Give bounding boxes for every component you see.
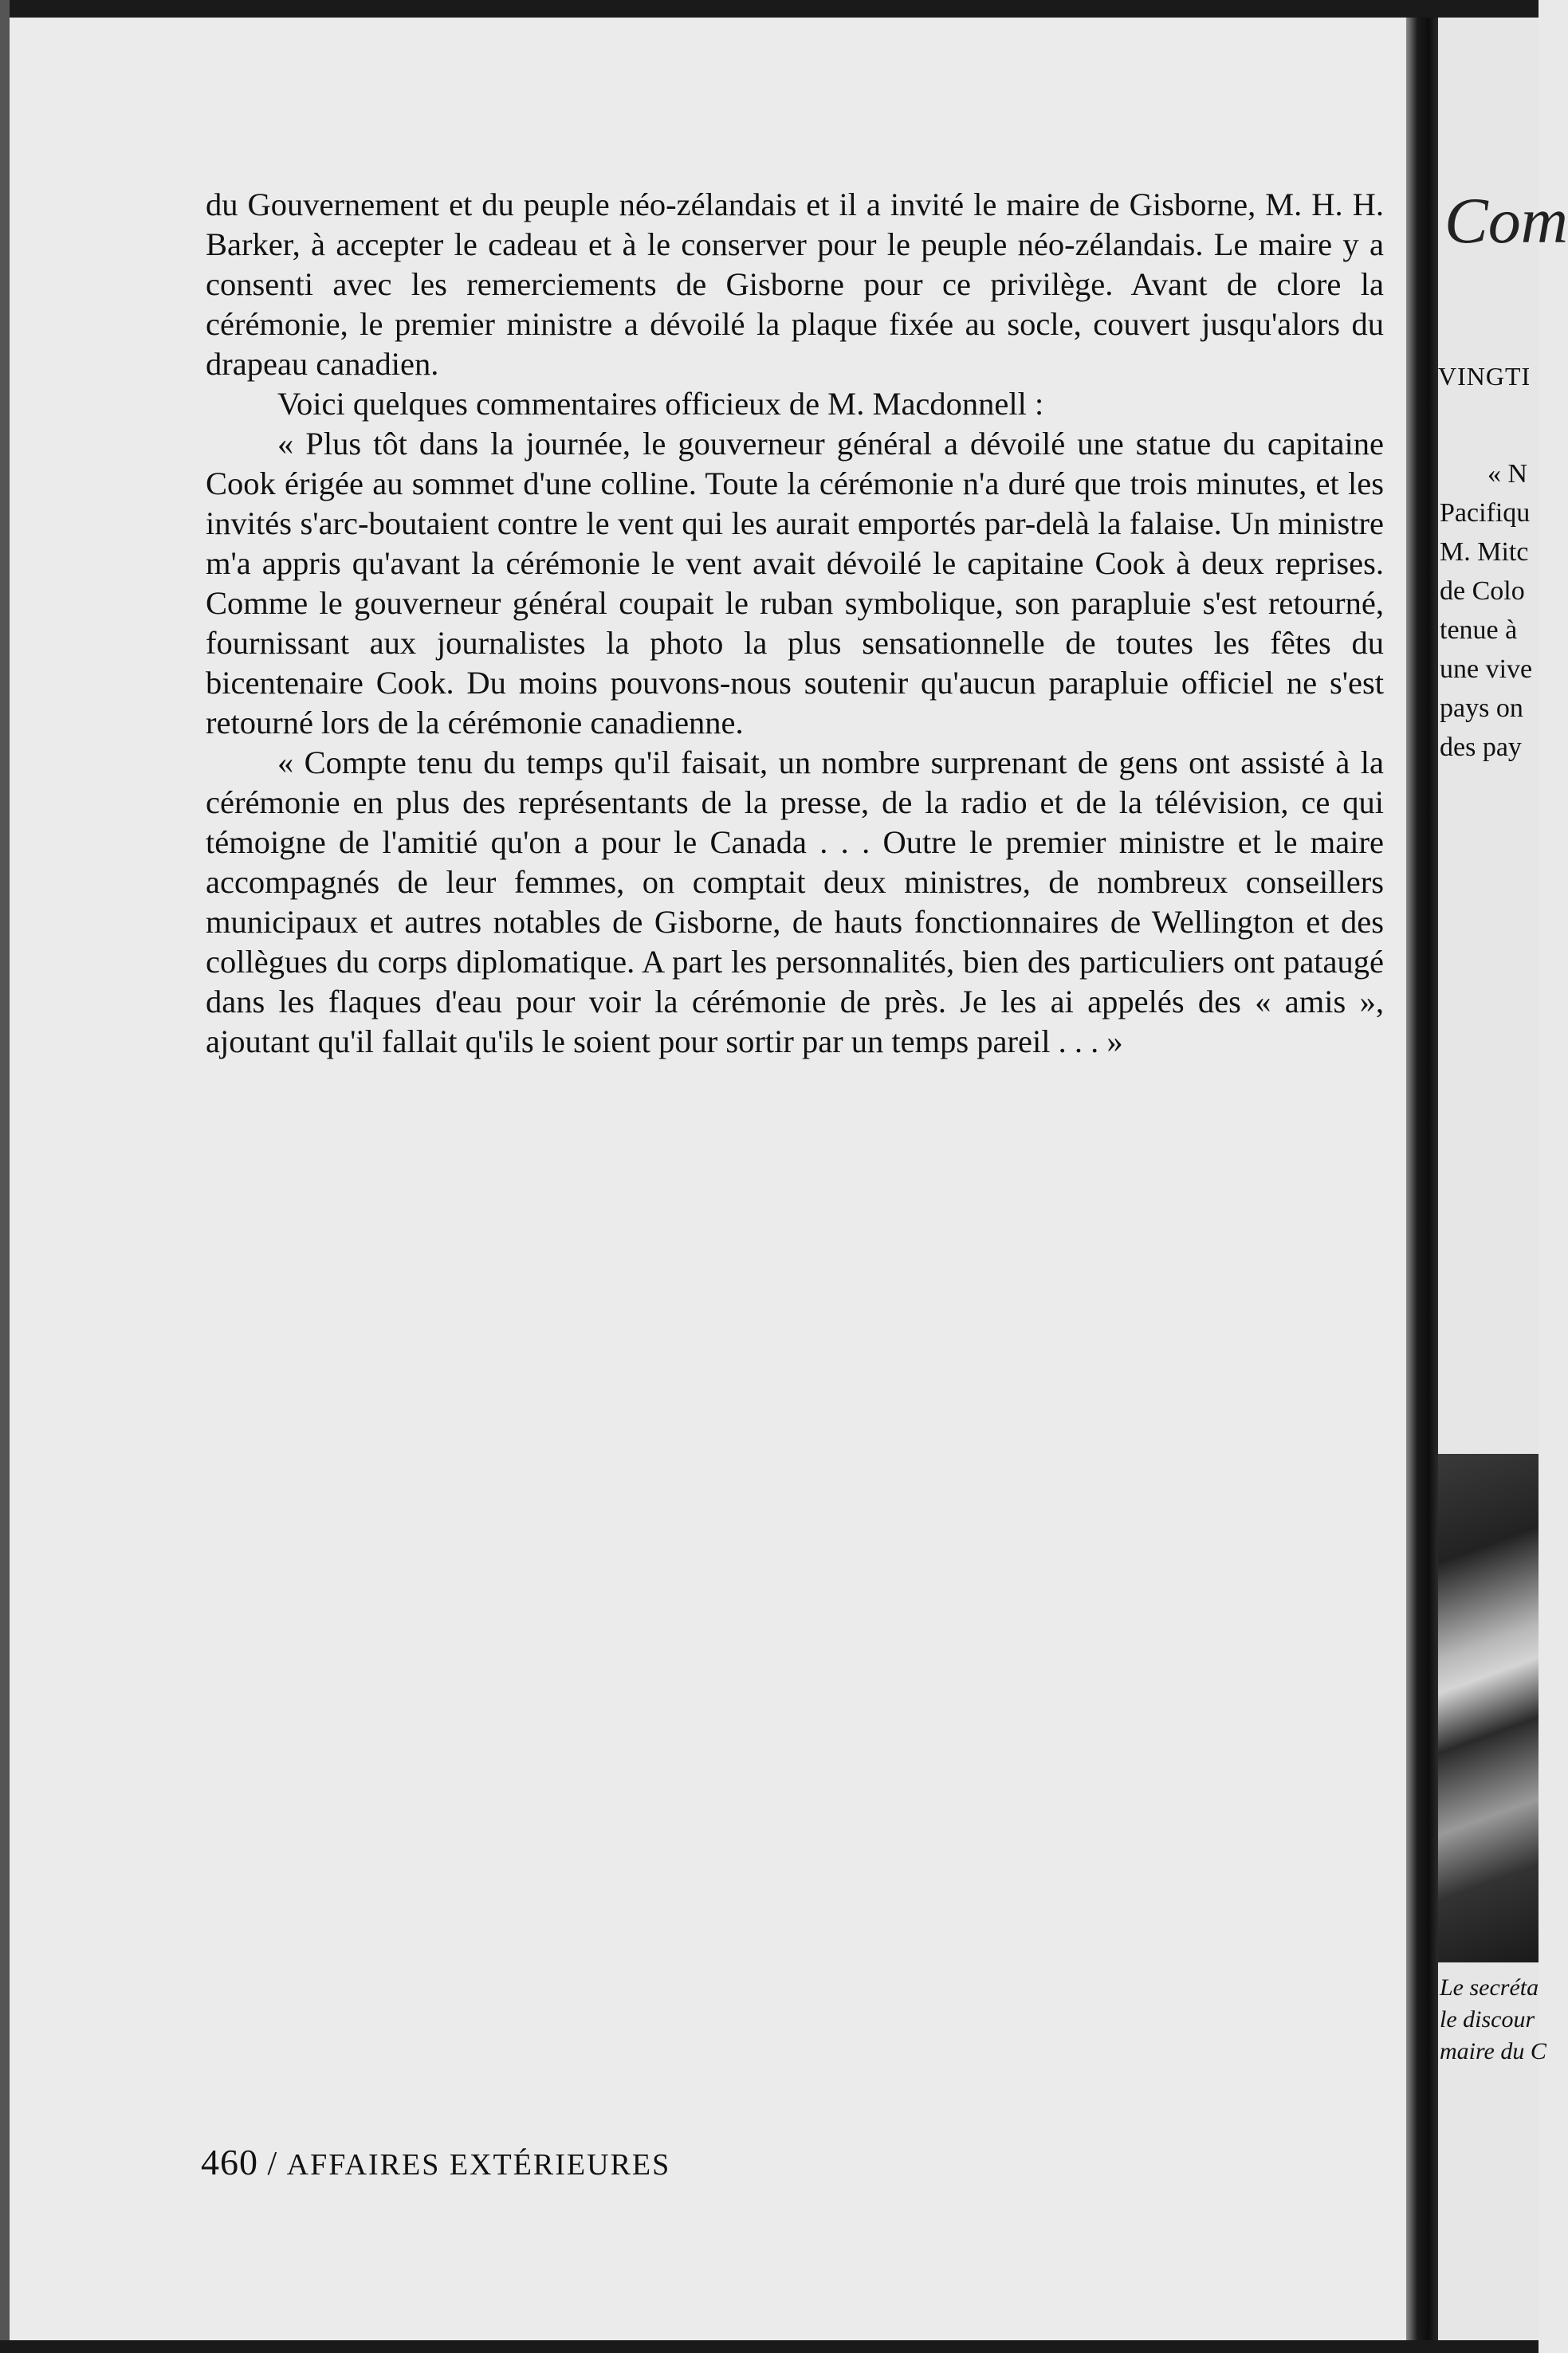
right-page-line: tenue à (1440, 615, 1518, 645)
right-page-title: Com (1444, 184, 1568, 257)
caption-line: Le secréta (1440, 1974, 1539, 2001)
right-page-line: M. Mitc (1440, 537, 1529, 567)
paragraph-2: Voici quelques commentaires officieux de M. Macdonnell : (277, 386, 1044, 422)
scan-top-border (0, 0, 1539, 18)
scan-left-edge (0, 0, 10, 2353)
running-head: AFFAIRES EXTÉRIEURES (286, 2148, 671, 2182)
right-page-line: des pay (1440, 733, 1522, 762)
right-page-line: de Colo (1440, 576, 1525, 606)
paragraph-4: « Compte tenu du temps qu'il faisait, un nombre surprenant de gens ont assisté à la cérémonie en plus des représentants de la presse, de la radio et de la télévision, ce qui témoigne de l'amitié qu'on a pour le Canada . . . Outre le premier ministre et le maire accompagnés de leur femmes, on comptait deux ministres, de nombreux conseillers municipaux et autres notables de Gisborne, de hauts fonctionnaires de Wellington et des collègues du corps diplomatique. A part les personnalités, bien des particuliers ont pataugé dans les flaques d'eau pour voir la cérémonie de près. Je les ai appelés des « amis », ajoutant qu'il fallait qu'ils le soient pour sortir par un temps pareil . . . » (206, 744, 1384, 1059)
right-page-caps-line: VINGTI (1438, 362, 1531, 391)
footer-separator: / (267, 2146, 278, 2182)
book-gutter (1406, 18, 1438, 2340)
caption-line: le discour (1440, 2006, 1535, 2033)
right-page-line: pays on (1440, 693, 1523, 723)
right-page-photo (1438, 1454, 1539, 1962)
right-page-fragment (1438, 18, 1568, 2340)
scan-bottom-border (0, 2340, 1539, 2353)
article-body (206, 185, 1384, 1062)
page-footer (201, 2141, 670, 2183)
right-page-line: « N (1487, 459, 1528, 489)
right-page-line: Pacifiqu (1440, 498, 1531, 528)
caption-line: maire du C (1440, 2038, 1546, 2064)
paragraph-3: « Plus tôt dans la journée, le gouverneur général a dévoilé une statue du capitaine Cook érigée au sommet d'une colline. Toute la cérémonie n'a duré que trois minutes, et les invités s'arc-boutaient contre le vent qui les aurait emportés par-delà la falaise. Un ministre m'a appris qu'avant la cérémonie le vent avait dévoilé le capitaine Cook à deux reprises. Comme le gouverneur général coupait le ruban symbolique, son parapluie s'est retourné, fournissant aux journalistes la photo la plus sensationnelle de toutes les fêtes du bicentenaire Cook. Du moins pouvons-nous soutenir qu'aucun parapluie officiel ne s'est retourné lors de la cérémonie canadienne. (206, 426, 1384, 740)
page-number: 460 (201, 2142, 258, 2182)
paragraph-1: du Gouvernement et du peuple néo-zélandais et il a invité le maire de Gisborne, M. H. H. Barker, à accepter le cadeau et à le conserver pour le peuple néo-zélandais. Le maire y a consenti avec les remerciements de Gisborne pour ce privilège. Avant de clore la cérémonie, le premier ministre a dévoilé la plaque fixée au socle, couvert jusqu'alors du drapeau canadien. (206, 187, 1384, 382)
photo-caption (1440, 1972, 1546, 2068)
right-page-text (1440, 454, 1532, 767)
right-page-line: une vive (1440, 654, 1533, 684)
